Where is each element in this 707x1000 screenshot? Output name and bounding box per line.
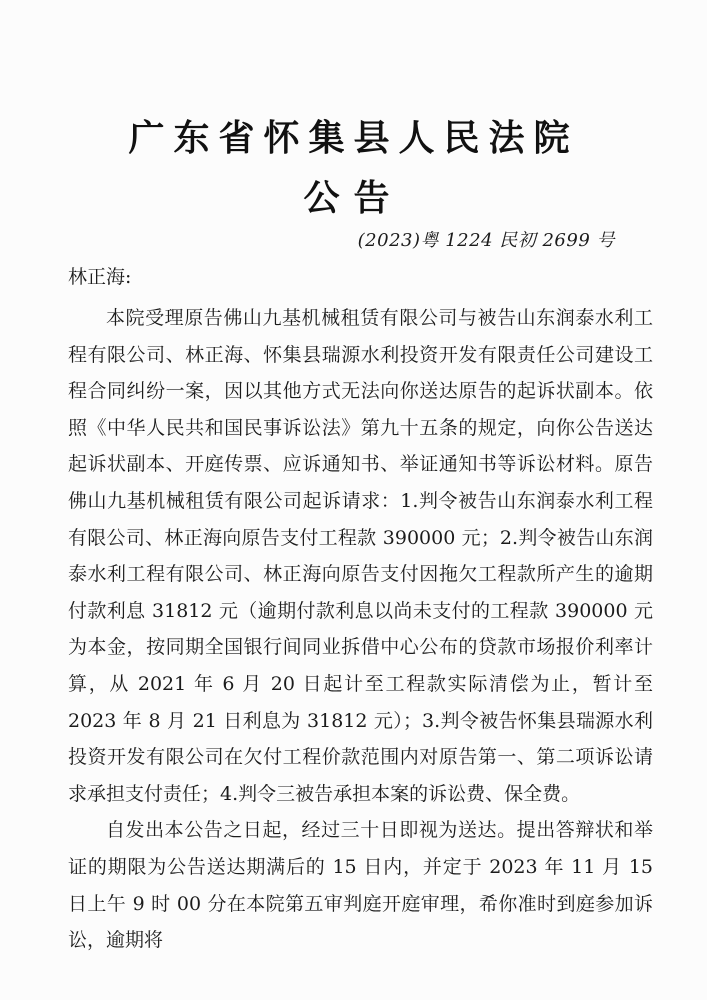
body-paragraph-service: 自发出本公告之日起，经过三十日即视为送达。提出答辩状和举证的期限为公告送达期满后的 15 日内，并定于 2023 年 11 月 15 日上午 9 时 00 分在本院第五审判庭开庭审理，希你准时到庭参加诉讼，逾期将 bbox=[68, 819, 653, 952]
body-paragraph-claims: 本院受理原告佛山九基机械租赁有限公司与被告山东润泰水利工程有限公司、林正海、怀集县瑞源水利投资开发有限责任公司建设工程合同纠纷一案，因以其他方式无法向你送达原告的起诉状副本。依照《中华人民共和国民事诉讼法》第九十五条的规定，向你公告送达起诉状副本、开庭传票、应诉通知书、举证通知书等诉讼材料。原告佛山九基机械租赁有限公司起诉请求：1.判令被告山东润泰水利工程有限公司、林正海向原告支付工程款 390000 元；2.判令被告山东润泰水利工程有限公司、林正海向原告支付因拖欠工程款所产生的逾期付款利息 31812 元（逾期付款利息以尚未支付的工程款 390000 元为本金，按同期全国银行间同业拆借中心公布的贷款市场报价利率计算，从 2021 年 6 月 20 日起计至工程款实际清偿为止，暂计至 2023 年 8 月 21 日利息为 31812 元）；3.判令被告怀集县瑞源水利投资开发有限公司在欠付工程价款范围内对原告第一、第二项诉讼请求承担支付责任；4.判令三被告承担本案的诉讼费、保全费。 bbox=[68, 307, 653, 805]
case-number: (2023)粤 1224 民初 2699 号 bbox=[357, 230, 615, 251]
notice-body bbox=[68, 300, 653, 959]
notice-title: 公告 bbox=[303, 176, 404, 219]
addressee: 林正海: bbox=[68, 266, 132, 288]
court-name-heading: 广东省怀集县人民法院 bbox=[128, 117, 579, 160]
